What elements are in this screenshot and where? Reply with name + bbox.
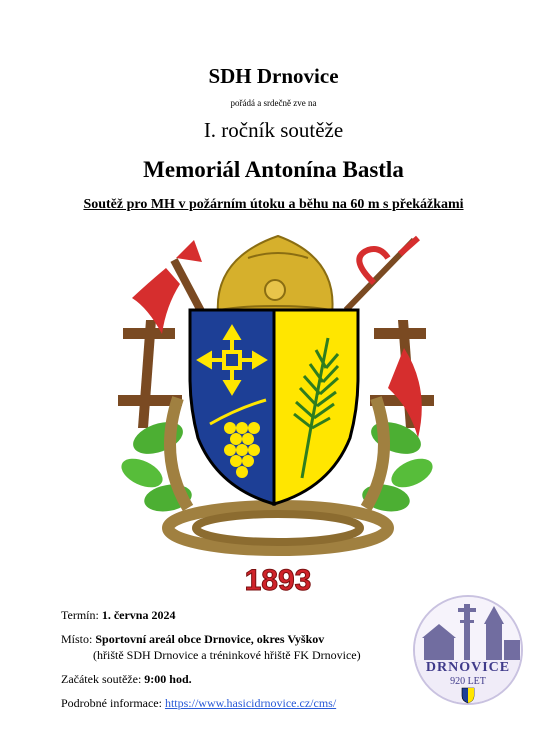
competition-subtitle: Soutěž pro MH v požárním útoku a běhu na 60 m s překážkami: [83, 197, 464, 212]
place-row: [61, 632, 324, 646]
village-anniversary-badge: [412, 594, 524, 706]
place-note: (hřiště SDH Drnovice a tréninkové hřiště FK Drnovice): [93, 648, 361, 662]
coat-of-arms-icon: [190, 310, 358, 504]
info-row: [61, 696, 336, 710]
start-value: 9:00 hod.: [144, 672, 192, 686]
info-link[interactable]: https://www.hasicidrnovice.cz/cms/: [164, 696, 337, 710]
emblem-year: 1893: [244, 564, 312, 597]
memorial-title: Memoriál Antonína Bastla: [143, 157, 404, 182]
place-label: Místo:: [61, 632, 93, 646]
start-label: Začátek soutěže:: [61, 672, 142, 686]
date-row: [61, 608, 175, 622]
organizer-title: SDH Drnovice: [208, 64, 339, 88]
small-coat-of-arms-icon: [462, 688, 474, 703]
badge-years: 920 LET: [450, 676, 486, 687]
badge-name: DRNOVICE: [425, 660, 511, 675]
invitation-text: pořádá a srdečně zve na: [230, 98, 317, 108]
fire-brigade-emblem: [118, 228, 436, 600]
info-label: Podrobné informace:: [61, 696, 162, 710]
place-value: Sportovní areál obce Drnovice, okres Vyškov: [95, 632, 325, 646]
edition-title: I. ročník soutěže: [203, 118, 344, 142]
start-row: [61, 672, 192, 686]
date-label: Termín:: [61, 608, 99, 622]
date-value: 1. června 2024: [101, 608, 176, 622]
